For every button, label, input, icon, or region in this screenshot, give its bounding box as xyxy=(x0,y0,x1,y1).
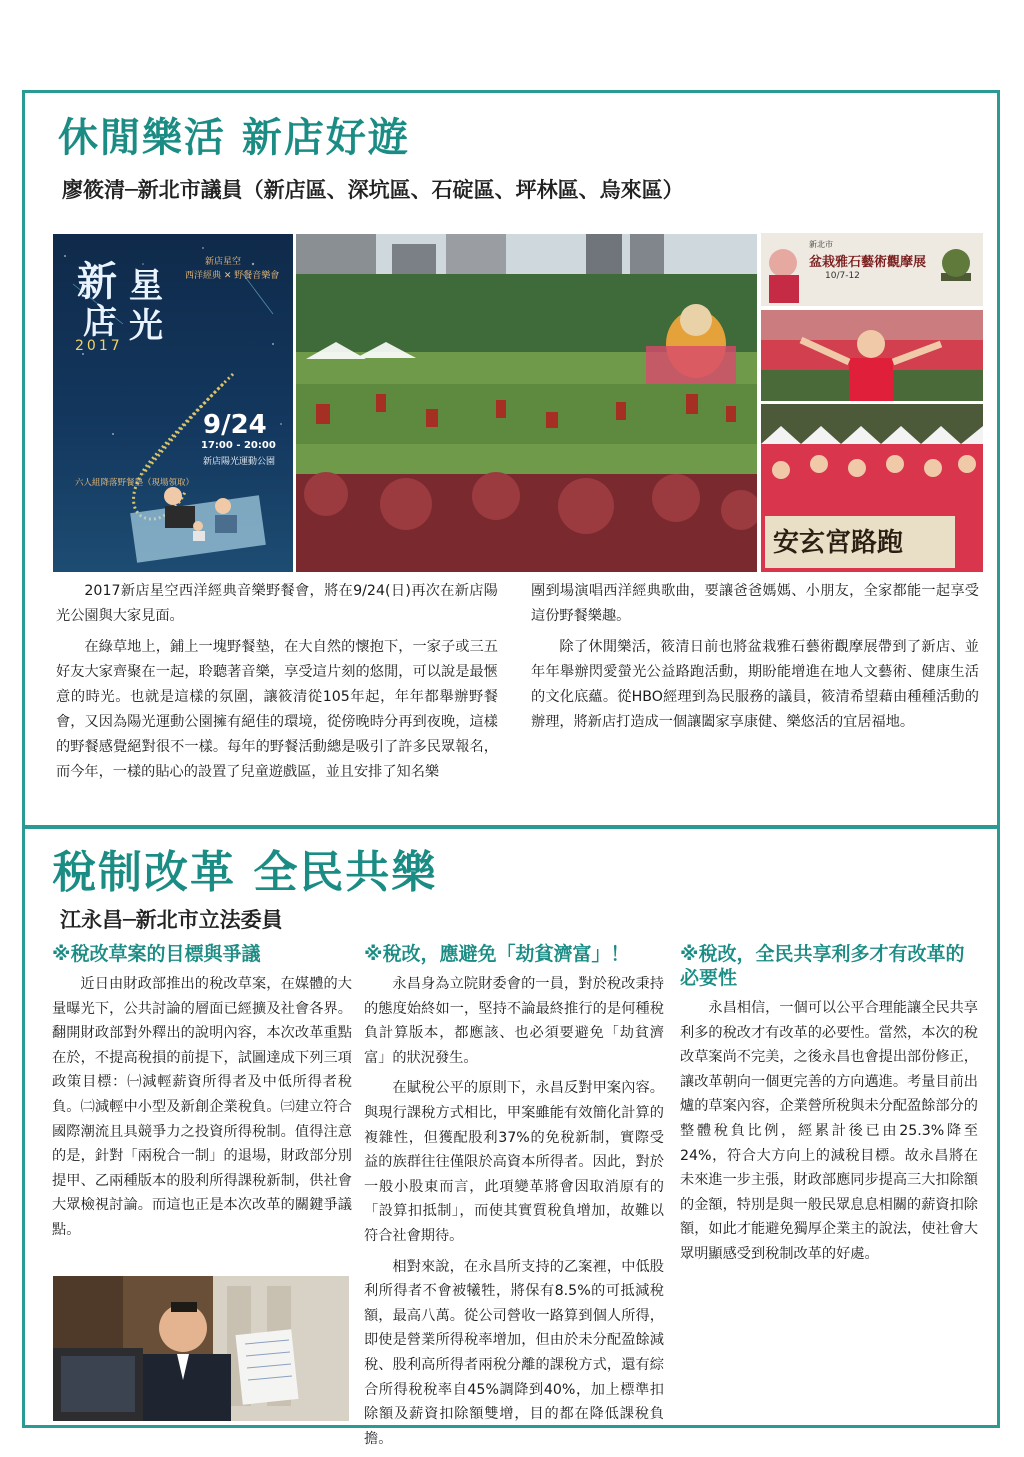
section1-left-text xyxy=(56,579,498,791)
poster-time: 17:00 - 20:00 xyxy=(201,440,276,451)
column2-para-2: 在賦稅公平的原則下，永昌反對甲案內容。與現行課稅方式相比，甲案雖能有效簡化計算的複雜性，但獲配股利37%的免稅新制，實際受益的族群往往僅限於高資本所得者。因此，對於一般小股東而言，此項變革將會因取消原有的「設算扣抵制」，而使其實質稅負增加，故難以符合社會期待。 xyxy=(364,1080,664,1244)
legislator-graphic xyxy=(53,1276,349,1421)
bonsai-banner-line1: 新北市 xyxy=(809,240,833,249)
column3-para-1: 永昌相信，一個可以公平合理能讓全民共享利多的稅改才有改革的必要性。當然，本次的稅改草案尚不完美，之後永昌也會提出部份修正，讓改革朝向一個更完善的方向邁進。考量目前出爐的草案內容，企業營所稅與未分配盈餘部分的整體稅負比例，經累計後已由25.3%降至24%，符合大方向上的減稅目標。故永昌將在未來進一步主張，財政部應同步提高三大扣除額的金額，特別是與一般民眾息息相關的薪資扣除額，如此才能避免獨厚企業主的說法，使社會大眾明顯感受到稅制改革的好處。 xyxy=(680,1000,978,1262)
poster-title-guang: 光 xyxy=(129,306,163,346)
poster-tagline-2: 西洋經典 ✕ 野餐音樂會 xyxy=(185,271,280,281)
section1-right-para-1: 團到場演唱西洋經典歌曲，要讓爸爸媽媽、小朋友，全家都能一起享受這份野餐樂趣。 xyxy=(531,583,979,624)
singer-photo xyxy=(761,310,983,401)
column2-heading: ※稅改，應避免「劫貧濟富」！ xyxy=(364,943,630,965)
section2-title: 稅制改革 全民共樂 xyxy=(52,847,438,898)
section1-left-para-1: 2017新店星空西洋經典音樂野餐會，將在9/24(日)再次在新店陽光公園與大家見面。 xyxy=(56,583,498,624)
poster-title-dian: 店 xyxy=(83,302,117,342)
section1-left-para-2: 在綠草地上，鋪上一塊野餐墊，在大自然的懷抱下，一家子或三五好友大家齊聚在一起，聆聽著音樂，享受這片刻的悠閒，可以說是最愜意的時光。也就是這樣的氛圍，讓筱清從105年起，年年都舉辦野餐會，又因為陽光運動公園擁有絕佳的環境，從傍晚時分再到夜晚，這樣的野餐感覺絕對很不一樣。每年的野餐活動總是吸引了許多民眾報名，而今年，一樣的貼心的設置了兒童遊戲區，並且安排了知名樂 xyxy=(56,639,498,780)
concert-poster xyxy=(53,234,293,572)
poster-venue: 新店陽光運動公園 xyxy=(203,457,276,467)
bonsai-banner-dates: 10/7-12 xyxy=(825,271,860,281)
section1-subtitle: 廖筱清─新北市議員（新店區、深坑區、石碇區、坪林區、烏來區） xyxy=(62,178,684,202)
column1-heading: ※稅改草案的目標與爭議 xyxy=(52,943,261,965)
column2-para-1: 永昌身為立院財委會的一員，對於稅改秉持的態度始終如一，堅持不論最終推行的是何種稅負計算版本，都應該、也必須要避免「劫貧濟富」的狀況發生。 xyxy=(364,976,664,1066)
column1-para-1: 近日由財政部推出的稅改草案，在媒體的大量曝光下，公共討論的層面已經擴及社會各界。翻開財政部對外釋出的說明內容，本次改革重點在於，不提高稅損的前提下，試圖達成下列三項政策目標：㈠減輕薪資所得者及中低所得者稅負。㈡減輕中小型及新創企業稅負。㈢建立符合國際潮流且具競爭力之投資所得稅制。值得注意的是，針對「兩稅合一制」的退場，財政部分別提甲、乙兩種版本的股利所得課稅新制，供社會大眾檢視討論。而這也正是本次改革的關鍵爭議點。 xyxy=(52,976,352,1238)
section1-right-text xyxy=(531,579,979,741)
legislator-photo xyxy=(53,1276,349,1421)
column3-text xyxy=(680,996,978,1273)
park-picnic-photo xyxy=(296,234,757,572)
section1-right-para-2: 除了休閒樂活，筱清日前也將盆栽雅石藝術觀摩展帶到了新店、並年年舉辦閃愛螢光公益路跑活動，期盼能增進在地人文藝術、健康生活的文化底蘊。從HBO經理到為民服務的議員，筱清希望藉由種種活動的辦理，將新店打造成一個讓闔家享康健、樂悠活的宜居福地。 xyxy=(531,639,979,730)
park-picnic-graphic xyxy=(296,234,757,572)
bonsai-exhibition-banner xyxy=(761,233,983,306)
poster-registration: 六人組降落野餐墊（現場領取） xyxy=(75,478,195,488)
section1-title: 休閒樂活 新店好遊 xyxy=(58,115,410,161)
bonsai-banner-line2: 盆栽雅石藝術觀摩展 xyxy=(809,255,927,270)
poster-tagline-1: 新店星空 xyxy=(205,257,242,267)
poster-title-xing: 星 xyxy=(129,266,163,306)
section2-subtitle: 江永昌─新北市立法委員 xyxy=(60,908,283,932)
column2-para-3: 相對來說，在永昌所支持的乙案裡，中低股利所得者不會被犧牲，將保有8.5%的可抵減稅額，最高八萬。從公司營收一路算到個人所得，即使是營業所得稅率增加，但由於未分配盈餘減稅、股利高所得者兩稅分離的課稅方式，還有綜合所得稅稅率自45%調降到40%，加上標準扣除額及薪資扣除額雙增，目的都在降低課稅負擔。 xyxy=(364,1258,664,1447)
column1-text xyxy=(52,972,352,1249)
charity-run-photo xyxy=(761,404,983,572)
poster-title-xin: 新 xyxy=(77,259,117,305)
column2-text xyxy=(364,972,664,1457)
poster-date: 9/24 xyxy=(203,410,267,440)
column3-heading: ※稅改，全民共享利多才有改革的必要性 xyxy=(680,943,965,989)
singer-graphic xyxy=(761,310,983,401)
run-banner-text: 安玄宮路跑 xyxy=(773,528,904,558)
poster-year: 2017 xyxy=(75,338,123,354)
